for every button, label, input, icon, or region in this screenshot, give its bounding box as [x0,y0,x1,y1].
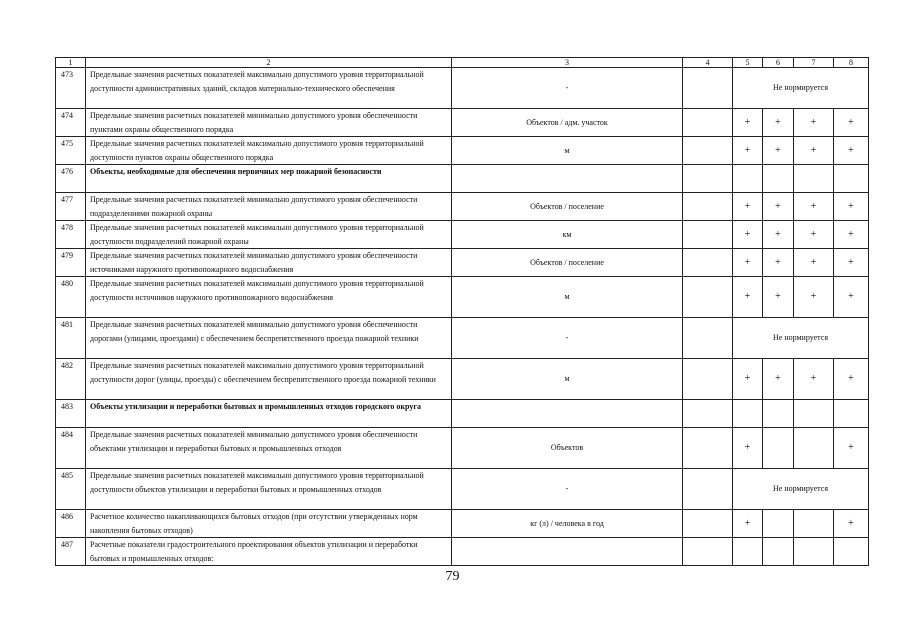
row-description: Предельные значения расчетных показателей максимально допустимого уровня территориальной доступности объектов утилизации и переработки бытовых и промышленных отходов [86,469,452,510]
column-header: 7 [794,58,834,68]
mark-cell: + [733,137,763,165]
mark-cell [794,428,834,469]
unit-cell: м [452,277,683,318]
table-row [56,359,869,400]
mark-cell [794,538,834,566]
column-header: 3 [452,58,683,68]
not-normalized-note: Не нормируется [733,68,869,109]
row-description: Предельные значения расчетных показателей максимально допустимого уровня территориальной доступности источников наружного противопожарного водоснабжения [86,277,452,318]
row-number: 477 [56,193,86,221]
unit-cell: - [452,469,683,510]
table-row [56,469,869,510]
mark-cell [683,277,733,318]
table-row [56,165,869,193]
mark-cell [683,538,733,566]
row-number: 487 [56,538,86,566]
mark-cell: + [763,137,794,165]
row-number: 483 [56,400,86,428]
row-description: Предельные значения расчетных показателей максимально допустимого уровня территориальной доступности подразделений пожарной охраны [86,221,452,249]
mark-cell: + [834,510,869,538]
mark-cell [683,109,733,137]
unit-cell: - [452,68,683,109]
row-description: Расчетные показатели градостроительного проектирования объектов утилизации и переработки бытовых и промышленных отходов: [86,538,452,566]
table-row [56,428,869,469]
unit-cell: Объектов / адм. участок [452,109,683,137]
unit-cell: Объектов / поселение [452,249,683,277]
mark-cell [763,165,794,193]
header-row [56,58,869,68]
mark-cell: + [733,277,763,318]
mark-cell: + [834,221,869,249]
mark-cell [683,400,733,428]
table-row [56,68,869,109]
column-header: 4 [683,58,733,68]
unit-cell [452,538,683,566]
mark-cell [683,428,733,469]
row-description: Предельные значения расчетных показателей максимально допустимого уровня территориальной доступности пунктов охраны общественного порядка [86,137,452,165]
mark-cell [834,400,869,428]
row-description: Предельные значения расчетных показателей минимально допустимого уровня обеспеченности подразделениями пожарной охраны [86,193,452,221]
row-description: Предельные значения расчетных показателей минимально допустимого уровня обеспеченности пунктами охраны общественного порядка [86,109,452,137]
mark-cell [733,165,763,193]
mark-cell [683,193,733,221]
row-number: 473 [56,68,86,109]
unit-cell: Объектов / поселение [452,193,683,221]
mark-cell: + [794,277,834,318]
row-description: Предельные значения расчетных показателей минимально допустимого уровня обеспеченности дорогами (улицами, проездами) с обеспечением беспрепятственного проезда пожарной техники [86,318,452,359]
mark-cell [834,538,869,566]
mark-cell: + [794,193,834,221]
mark-cell: + [733,193,763,221]
table-row [56,109,869,137]
mark-cell [683,137,733,165]
unit-cell: км [452,221,683,249]
mark-cell: + [763,193,794,221]
mark-cell [683,68,733,109]
unit-cell [452,165,683,193]
row-number: 474 [56,109,86,137]
row-number: 480 [56,277,86,318]
table-row [56,318,869,359]
mark-cell [763,510,794,538]
mark-cell: + [834,109,869,137]
table-row [56,538,869,566]
column-header: 2 [86,58,452,68]
mark-cell: + [794,137,834,165]
unit-cell: м [452,359,683,400]
row-description: Расчетное количество накапливающихся бытовых отходов (при отсутствии утвержденных норм накопления бытовых отходов) [86,510,452,538]
row-number: 475 [56,137,86,165]
table-row [56,221,869,249]
unit-cell [452,400,683,428]
mark-cell [683,469,733,510]
row-number: 476 [56,165,86,193]
mark-cell: + [733,249,763,277]
unit-cell: Объектов [452,428,683,469]
mark-cell [763,538,794,566]
row-number: 485 [56,469,86,510]
unit-cell: м [452,137,683,165]
row-description: Объекты, необходимые для обеспечения первичных мер пожарной безопасности [86,165,452,193]
mark-cell: + [794,249,834,277]
table-body [56,58,869,566]
table-row [56,249,869,277]
mark-cell [794,165,834,193]
mark-cell [733,400,763,428]
mark-cell: + [763,109,794,137]
mark-cell: + [763,359,794,400]
not-normalized-note: Не нормируется [733,318,869,359]
mark-cell [834,165,869,193]
column-header: 6 [763,58,794,68]
mark-cell [794,400,834,428]
mark-cell [683,318,733,359]
mark-cell: + [834,359,869,400]
column-header: 1 [56,58,86,68]
table-row [56,277,869,318]
row-number: 478 [56,221,86,249]
row-number: 484 [56,428,86,469]
mark-cell: + [834,193,869,221]
column-header: 5 [733,58,763,68]
row-number: 481 [56,318,86,359]
mark-cell [683,221,733,249]
row-description: Предельные значения расчетных показателей минимально допустимого уровня обеспеченности объектами утилизации и переработки бытовых и промышленных отходов [86,428,452,469]
mark-cell: + [733,109,763,137]
mark-cell [763,400,794,428]
mark-cell [733,538,763,566]
row-description: Предельные значения расчетных показателей максимально допустимого уровня территориальной доступности административных зданий, складов материально-технического обеспечения [86,68,452,109]
mark-cell: + [733,359,763,400]
table-row [56,400,869,428]
mark-cell: + [834,277,869,318]
column-header: 8 [834,58,869,68]
table-row [56,193,869,221]
mark-cell [683,510,733,538]
row-description: Предельные значения расчетных показателей максимально допустимого уровня территориальной доступности дорог (улицы, проезды) с обеспечением беспрепятственного проезда пожарной техники [86,359,452,400]
not-normalized-note: Не нормируется [733,469,869,510]
mark-cell: + [763,249,794,277]
mark-cell [763,428,794,469]
row-number: 482 [56,359,86,400]
mark-cell [683,249,733,277]
mark-cell: + [763,277,794,318]
mark-cell [794,510,834,538]
mark-cell: + [834,428,869,469]
mark-cell [683,359,733,400]
unit-cell: кг (л) / человека в год [452,510,683,538]
row-number: 479 [56,249,86,277]
mark-cell: + [794,221,834,249]
mark-cell: + [834,137,869,165]
table-row [56,137,869,165]
mark-cell: + [733,428,763,469]
mark-cell: + [794,109,834,137]
mark-cell [683,165,733,193]
mark-cell: + [794,359,834,400]
page-number: 79 [445,569,460,584]
mark-cell: + [763,221,794,249]
table-row [56,510,869,538]
row-description: Предельные значения расчетных показателей минимально допустимого уровня обеспеченности источниками наружного противопожарного водоснабжения [86,249,452,277]
mark-cell: + [733,221,763,249]
mark-cell: + [733,510,763,538]
row-description: Объекты утилизации и переработки бытовых и промышленных отходов городского округа [86,400,452,428]
indicators-table [55,57,869,566]
mark-cell: + [834,249,869,277]
unit-cell: - [452,318,683,359]
row-number: 486 [56,510,86,538]
